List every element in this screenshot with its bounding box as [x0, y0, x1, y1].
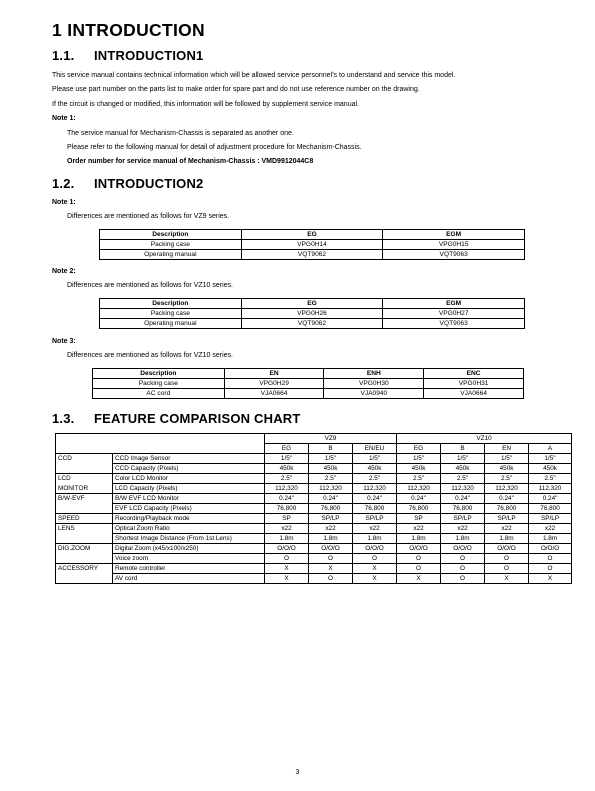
- value-cell: 0.24": [397, 494, 441, 504]
- value-cell: O/O/O: [397, 544, 441, 554]
- feature-cell: B/W EVF LCD Monitor: [113, 494, 265, 504]
- value-cell: O/O/O: [309, 544, 353, 554]
- value-cell: 0.24": [529, 494, 572, 504]
- section-title: INTRODUCTION1: [94, 48, 204, 63]
- value-cell: x22: [441, 524, 485, 534]
- table-cell: VJA0664: [224, 389, 324, 399]
- table-row: [56, 474, 572, 484]
- category-cell: [56, 504, 113, 514]
- note-line: Please refer to the following manual for detail of adjustment procedure for Mechanism-Chassis.: [67, 144, 362, 151]
- value-cell: O: [485, 564, 529, 574]
- value-cell: 450k: [309, 464, 353, 474]
- value-cell: 1/5": [309, 454, 353, 464]
- table-row: [56, 534, 572, 544]
- table-row: [100, 319, 525, 329]
- table-cell: VQT9063: [383, 319, 525, 329]
- table-cell: VQT9063: [383, 250, 525, 260]
- paragraph: If the circuit is changed or modified, this information will be followed by supplement service manual.: [52, 101, 359, 108]
- table-row: [56, 504, 572, 514]
- table-row: [100, 250, 525, 260]
- value-cell: 1.8m: [265, 534, 309, 544]
- value-cell: O/O/O: [265, 544, 309, 554]
- table-row: [56, 484, 572, 494]
- table-row: [56, 464, 572, 474]
- value-cell: 112,320: [265, 484, 309, 494]
- section-heading-feature-comparison: [52, 411, 301, 426]
- value-cell: O: [309, 554, 353, 564]
- table-header: ENC: [424, 369, 524, 379]
- value-cell: SP/LP: [485, 514, 529, 524]
- value-cell: X: [265, 574, 309, 584]
- value-cell: 112,320: [397, 484, 441, 494]
- note-text: Differences are mentioned as follows for VZ10 series.: [67, 282, 234, 289]
- table-header: EGM: [383, 230, 525, 240]
- table-row: [56, 454, 572, 464]
- table-row: [56, 574, 572, 584]
- category-cell: MONITOR: [56, 484, 113, 494]
- feature-cell: CCD Image Sensor: [113, 454, 265, 464]
- group-header-row: [56, 434, 572, 444]
- value-cell: 1/5": [485, 454, 529, 464]
- table-cell: VPG0H31: [424, 379, 524, 389]
- region-header: EN: [485, 444, 529, 454]
- table-header: Description: [100, 299, 242, 309]
- feature-cell: Optical Zoom Ratio: [113, 524, 265, 534]
- table-header: EGM: [383, 299, 525, 309]
- feature-cell: LCD Capacity (Pixels): [113, 484, 265, 494]
- value-cell: O: [529, 564, 572, 574]
- feature-cell: Recording/Playback mode: [113, 514, 265, 524]
- category-cell: [56, 554, 113, 564]
- value-cell: 112,320: [353, 484, 397, 494]
- value-cell: 76,800: [441, 504, 485, 514]
- blank-cell: [56, 444, 265, 454]
- value-cell: 0.24": [353, 494, 397, 504]
- region-header-row: [56, 444, 572, 454]
- value-cell: O: [485, 554, 529, 564]
- section-number: 1.3.: [52, 411, 75, 426]
- table-header: EG: [241, 299, 383, 309]
- table-row: [93, 379, 524, 389]
- table-cell: VQT9062: [241, 250, 383, 260]
- value-cell: x22: [485, 524, 529, 534]
- feature-cell: Voice zoom: [113, 554, 265, 564]
- feature-cell: Digital Zoom (x45/x100/x250): [113, 544, 265, 554]
- value-cell: X: [353, 564, 397, 574]
- value-cell: O: [265, 554, 309, 564]
- value-cell: O/O/O: [485, 544, 529, 554]
- section-heading-introduction1: [52, 48, 204, 63]
- section-heading-introduction2: [52, 176, 204, 191]
- table-cell: VPG0H27: [383, 309, 525, 319]
- page-number: 3: [295, 769, 300, 776]
- value-cell: X: [397, 574, 441, 584]
- table-cell: VPG0H29: [224, 379, 324, 389]
- value-cell: SP/LP: [353, 514, 397, 524]
- table-cell: Operating manual: [100, 250, 242, 260]
- feature-cell: Remote controller: [113, 564, 265, 574]
- value-cell: 112,320: [309, 484, 353, 494]
- value-cell: 2.5": [353, 474, 397, 484]
- value-cell: O: [529, 554, 572, 564]
- value-cell: SP: [265, 514, 309, 524]
- table-header: EG: [241, 230, 383, 240]
- note-label: Note 3:: [52, 338, 76, 345]
- table-cell: AC cord: [93, 389, 225, 399]
- value-cell: 76,800: [529, 504, 572, 514]
- value-cell: SP: [397, 514, 441, 524]
- value-cell: O: [397, 554, 441, 564]
- table-header: Description: [100, 230, 242, 240]
- value-cell: 0.24": [309, 494, 353, 504]
- category-cell: CCD: [56, 454, 113, 464]
- table-header: ENH: [324, 369, 424, 379]
- value-cell: 2.5": [265, 474, 309, 484]
- feature-cell: EVF LCD Capacity (Pixels): [113, 504, 265, 514]
- category-cell: DIG.ZOOM: [56, 544, 113, 554]
- vz10-regional-difference-table: [92, 368, 524, 399]
- region-header: EG: [265, 444, 309, 454]
- region-header: B: [309, 444, 353, 454]
- table-header: EN: [224, 369, 324, 379]
- value-cell: O/O/O: [529, 544, 572, 554]
- region-header: EG: [397, 444, 441, 454]
- table-cell: VPG0H15: [383, 240, 525, 250]
- value-cell: 0.24": [265, 494, 309, 504]
- table-cell: Operating manual: [100, 319, 242, 329]
- value-cell: 76,800: [485, 504, 529, 514]
- value-cell: O: [441, 554, 485, 564]
- value-cell: 1/5": [529, 454, 572, 464]
- table-row: [56, 554, 572, 564]
- value-cell: O: [397, 564, 441, 574]
- section-title: INTRODUCTION2: [94, 176, 204, 191]
- table-cell: Packing case: [93, 379, 225, 389]
- table-row: [56, 494, 572, 504]
- note-text: Differences are mentioned as follows for VZ10 series.: [67, 352, 234, 359]
- order-number-line: Order number for service manual of Mechanism-Chassis : VMD9912044C8: [67, 158, 314, 165]
- table-row: [56, 524, 572, 534]
- blank-cell: [56, 434, 265, 444]
- table-row: [56, 544, 572, 554]
- section-title: FEATURE COMPARISON CHART: [94, 411, 301, 426]
- category-cell: LCD: [56, 474, 113, 484]
- table-row: [56, 514, 572, 524]
- value-cell: 2.5": [485, 474, 529, 484]
- note-label: Note 1:: [52, 199, 76, 206]
- value-cell: 76,800: [353, 504, 397, 514]
- value-cell: 2.5": [441, 474, 485, 484]
- value-cell: O: [441, 564, 485, 574]
- vz9-difference-table: [99, 229, 525, 260]
- value-cell: 1.8m: [485, 534, 529, 544]
- value-cell: 1/5": [397, 454, 441, 464]
- group-header-vz10: VZ10: [397, 434, 572, 444]
- value-cell: x22: [353, 524, 397, 534]
- table-cell: VQT9062: [241, 319, 383, 329]
- page-title: 1 INTRODUCTION: [52, 20, 205, 40]
- value-cell: 76,800: [309, 504, 353, 514]
- value-cell: 76,800: [265, 504, 309, 514]
- value-cell: 112,320: [529, 484, 572, 494]
- vz10-difference-table: [99, 298, 525, 329]
- feature-cell: CCD Capacity (Pixels): [113, 464, 265, 474]
- table-row: [100, 240, 525, 250]
- feature-cell: Color LCD Monitor: [113, 474, 265, 484]
- paragraph: Please use part number on the parts list to make order for spare part and do not use reference number on the drawing.: [52, 86, 420, 93]
- value-cell: 2.5": [529, 474, 572, 484]
- value-cell: 450k: [485, 464, 529, 474]
- note-label: Note 2:: [52, 268, 76, 275]
- value-cell: X: [309, 564, 353, 574]
- value-cell: SP/LP: [309, 514, 353, 524]
- table-cell: Packing case: [100, 240, 242, 250]
- value-cell: 1.8m: [397, 534, 441, 544]
- value-cell: O: [441, 574, 485, 584]
- value-cell: X: [485, 574, 529, 584]
- table-cell: VPG0H26: [241, 309, 383, 319]
- category-cell: LENS: [56, 524, 113, 534]
- feature-cell: Shortest Image Distance (From 1st Lens): [113, 534, 265, 544]
- value-cell: x22: [309, 524, 353, 534]
- value-cell: 2.5": [397, 474, 441, 484]
- value-cell: 1.8m: [529, 534, 572, 544]
- value-cell: 1/5": [441, 454, 485, 464]
- category-cell: SPEED: [56, 514, 113, 524]
- value-cell: 0.24": [441, 494, 485, 504]
- value-cell: x22: [397, 524, 441, 534]
- category-cell: [56, 574, 113, 584]
- value-cell: 112,320: [441, 484, 485, 494]
- value-cell: 1/5": [353, 454, 397, 464]
- category-cell: ACCESSORY: [56, 564, 113, 574]
- value-cell: 1.8m: [353, 534, 397, 544]
- value-cell: 1.8m: [441, 534, 485, 544]
- value-cell: 76,800: [397, 504, 441, 514]
- value-cell: 1/5": [265, 454, 309, 464]
- table-cell: Packing case: [100, 309, 242, 319]
- value-cell: O/O/O: [441, 544, 485, 554]
- value-cell: x22: [529, 524, 572, 534]
- value-cell: 2.5": [309, 474, 353, 484]
- table-header: Description: [93, 369, 225, 379]
- table-cell: VPG0H14: [241, 240, 383, 250]
- paragraph: This service manual contains technical information which will be allowed service personnel’s to understand and service this model.: [52, 72, 456, 79]
- value-cell: 450k: [441, 464, 485, 474]
- value-cell: 450k: [397, 464, 441, 474]
- table-cell: VJA0664: [424, 389, 524, 399]
- value-cell: x22: [265, 524, 309, 534]
- value-cell: O: [353, 554, 397, 564]
- category-cell: B/W-EVF: [56, 494, 113, 504]
- category-cell: [56, 464, 113, 474]
- value-cell: SP/LP: [529, 514, 572, 524]
- note-label: Note 1:: [52, 115, 76, 122]
- value-cell: 112,320: [485, 484, 529, 494]
- value-cell: X: [353, 574, 397, 584]
- region-header: EN/EU: [353, 444, 397, 454]
- value-cell: X: [265, 564, 309, 574]
- section-number: 1.2.: [52, 176, 75, 191]
- table-row: [93, 389, 524, 399]
- category-cell: [56, 534, 113, 544]
- table-row: [56, 564, 572, 574]
- value-cell: SP/LP: [441, 514, 485, 524]
- section-number: 1.1.: [52, 48, 75, 63]
- note-text: Differences are mentioned as follows for VZ9 series.: [67, 213, 230, 220]
- feature-cell: AV cord: [113, 574, 265, 584]
- table-row: [100, 309, 525, 319]
- value-cell: 450k: [529, 464, 572, 474]
- feature-table-body: [56, 434, 572, 584]
- note-line: The service manual for Mechanism-Chassis is separated as another one.: [67, 130, 294, 137]
- value-cell: 1.8m: [309, 534, 353, 544]
- region-header: A: [529, 444, 572, 454]
- value-cell: 0.24": [485, 494, 529, 504]
- value-cell: 450k: [265, 464, 309, 474]
- group-header-vz9: VZ9: [265, 434, 397, 444]
- value-cell: 450k: [353, 464, 397, 474]
- table-cell: VJA0940: [324, 389, 424, 399]
- table-cell: VPG0H30: [324, 379, 424, 389]
- region-header: B: [441, 444, 485, 454]
- value-cell: O/O/O: [353, 544, 397, 554]
- value-cell: X: [529, 574, 572, 584]
- value-cell: O: [309, 574, 353, 584]
- feature-comparison-table: [55, 433, 572, 584]
